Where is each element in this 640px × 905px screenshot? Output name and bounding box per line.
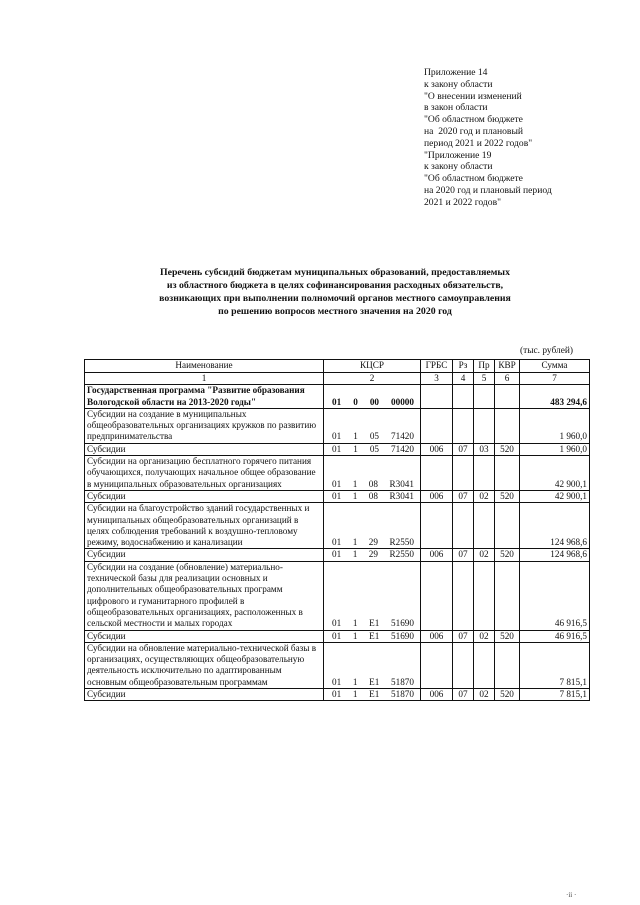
row-sum: 42 900,1	[520, 490, 590, 502]
row-kcsr	[324, 385, 421, 409]
row-pr	[474, 561, 495, 630]
kcsr-part: 1	[352, 630, 358, 641]
row-pr: 02	[474, 549, 495, 561]
kcsr-part: E1	[369, 689, 380, 700]
row-kvr	[495, 385, 520, 409]
row-kvr	[495, 456, 520, 491]
kcsr-part: 1	[353, 431, 358, 442]
appendix-line: на 2020 год и плановый	[424, 125, 524, 137]
kcsr-part: 1	[353, 443, 358, 454]
kcsr-part: 01	[332, 630, 342, 641]
row-kcsr	[324, 630, 421, 642]
row-grbs: 006	[421, 549, 453, 561]
col-number: 4	[453, 373, 474, 385]
kcsr-part: 1	[352, 537, 358, 548]
table-row	[85, 408, 590, 443]
kcsr-part: 1	[352, 549, 358, 560]
row-grbs	[421, 561, 453, 630]
row-kcsr	[324, 549, 421, 561]
kcsr-part: E1	[369, 618, 380, 629]
row-kvr	[495, 503, 520, 549]
col-header-sum: Сумма	[520, 360, 590, 373]
col-header-rz: Рз	[453, 360, 474, 373]
row-kcsr	[324, 642, 421, 688]
appendix-block	[424, 67, 624, 209]
table-row	[85, 561, 590, 630]
row-rz	[453, 408, 474, 443]
page-mark: ·ii ·	[566, 891, 577, 899]
row-grbs: 006	[421, 630, 453, 642]
kcsr-part: 01	[332, 431, 342, 442]
row-rz	[453, 385, 474, 409]
row-kvr: 520	[495, 443, 520, 455]
kcsr-part: 1	[352, 490, 358, 501]
kcsr-part: 00	[369, 396, 379, 407]
title-line: по решению вопросов местного значения на 2020 год	[218, 306, 452, 317]
document-title	[80, 266, 590, 318]
table-row	[85, 689, 590, 701]
title-line: из областного бюджета в целях софинансирования расходных обязательств,	[166, 280, 504, 291]
col-header-name: Наименование	[85, 360, 324, 373]
col-number: 2	[324, 373, 421, 385]
kcsr-part: 01	[332, 396, 342, 407]
row-pr	[474, 408, 495, 443]
units-label: (тыс. рублей)	[520, 346, 574, 356]
appendix-line: "Приложение 19	[424, 149, 492, 161]
kcsr-part: R2550	[389, 537, 414, 548]
col-header-pr: Пр	[474, 360, 495, 373]
appendix-line: Приложение 14	[424, 67, 488, 78]
row-rz	[453, 456, 474, 491]
kcsr-part: 0	[353, 396, 358, 407]
kcsr-part: 01	[332, 549, 342, 560]
row-kcsr	[324, 490, 421, 502]
kcsr-part: 1	[352, 676, 358, 687]
kcsr-part: 05	[369, 443, 379, 454]
row-kcsr	[324, 561, 421, 630]
row-rz: 07	[453, 630, 474, 642]
column-number-row	[85, 373, 590, 385]
row-sum: 483 294,6	[520, 385, 590, 409]
row-name: Субсидии на создание в муниципальных общеобразовательных организациях кружков по развитию предпринимательства	[85, 408, 324, 443]
row-name: Субсидии	[85, 549, 324, 561]
row-name: Субсидии на организацию бесплатного горячего питания обучающихся, получающих начальное общее образование в муниципальных образовательных организациях	[85, 456, 324, 491]
col-header-grbs: ГРБС	[421, 360, 453, 373]
col-header-kcsr: КЦСР	[324, 360, 421, 373]
table-row	[85, 630, 590, 642]
row-pr	[474, 456, 495, 491]
kcsr-part: 1	[352, 478, 358, 489]
row-pr: 02	[474, 689, 495, 701]
kcsr-part: R3041	[389, 490, 414, 501]
appendix-line: к закону области	[424, 78, 493, 90]
kcsr-part: 08	[368, 478, 378, 489]
row-rz	[453, 642, 474, 688]
row-sum: 7 815,1	[520, 689, 590, 701]
appendix-line: "Об областном бюджете	[424, 114, 523, 126]
appendix-line: в закон области	[424, 102, 488, 114]
row-grbs	[421, 456, 453, 491]
row-kvr: 520	[495, 490, 520, 502]
table-row	[85, 549, 590, 561]
row-kvr	[495, 561, 520, 630]
row-sum: 124 968,6	[520, 503, 590, 549]
kcsr-part: 01	[332, 537, 342, 548]
row-grbs: 006	[421, 689, 453, 701]
row-name: Субсидии на создание (обновление) материально-технической базы для реализации основных и дополнительных общеобразовательных программ цифрового и гуманитарного профилей в общеобразовательных организациях, расположенных в сельской местности и малых городах	[85, 561, 324, 630]
row-kcsr	[324, 456, 421, 491]
header-row	[85, 360, 590, 373]
row-name: Субсидии	[85, 689, 324, 701]
row-sum: 42 900,1	[520, 456, 590, 491]
kcsr-part: 29	[368, 549, 378, 560]
row-kvr	[495, 408, 520, 443]
appendix-line: 2021 и 2022 годов"	[424, 196, 502, 208]
row-rz: 07	[453, 689, 474, 701]
kcsr-part: 01	[332, 618, 342, 629]
kcsr-part: 29	[368, 537, 378, 548]
col-header-kvr: КВР	[495, 360, 520, 373]
row-pr	[474, 642, 495, 688]
row-kvr: 520	[495, 630, 520, 642]
kcsr-part: 71420	[391, 431, 414, 442]
kcsr-part: 01	[332, 689, 342, 700]
col-number: 5	[474, 373, 495, 385]
row-kcsr	[324, 503, 421, 549]
kcsr-part: E1	[369, 676, 380, 687]
kcsr-part: 01	[332, 490, 342, 501]
kcsr-part: 01	[332, 676, 342, 687]
row-grbs: 006	[421, 490, 453, 502]
row-kvr	[495, 642, 520, 688]
col-number: 7	[520, 373, 590, 385]
row-rz: 07	[453, 490, 474, 502]
kcsr-part: 08	[368, 490, 378, 501]
row-name: Субсидии	[85, 630, 324, 642]
table-row	[85, 642, 590, 688]
row-pr	[474, 385, 495, 409]
row-sum: 1 960,0	[520, 408, 590, 443]
row-rz	[453, 561, 474, 630]
row-pr	[474, 503, 495, 549]
row-kcsr	[324, 443, 421, 455]
row-kvr: 520	[495, 689, 520, 701]
row-sum: 124 968,6	[520, 549, 590, 561]
kcsr-part: 51870	[391, 689, 414, 700]
table-row	[85, 456, 590, 491]
col-number: 1	[85, 373, 324, 385]
appendix-line: "О внесении изменений	[424, 90, 522, 102]
kcsr-part: R2550	[389, 549, 414, 560]
kcsr-part: 51870	[391, 676, 414, 687]
kcsr-part: 1	[352, 689, 358, 700]
appendix-line: на 2020 год и плановый период	[424, 184, 552, 196]
kcsr-part: R3041	[389, 478, 414, 489]
kcsr-part: E1	[369, 630, 380, 641]
title-line: Перечень субсидий бюджетам муниципальных образований, предоставляемых	[160, 267, 510, 278]
subsidies-table	[84, 359, 590, 701]
row-sum: 1 960,0	[520, 443, 590, 455]
row-name: Государственная программа "Развитие образования Вологодской области на 2013-2020 годы"	[85, 385, 324, 409]
row-rz: 07	[453, 549, 474, 561]
col-number: 6	[495, 373, 520, 385]
kcsr-part: 71420	[391, 443, 414, 454]
row-pr: 02	[474, 630, 495, 642]
row-name: Субсидии на обновление материально-технической базы в организациях, осуществляющих общеобразовательную деятельность исключительно по адаптированным основным общеобразовательным программам	[85, 642, 324, 688]
kcsr-part: 1	[352, 618, 358, 629]
title-line: возникающих при выполнении полномочий органов местного самоуправления	[159, 293, 511, 304]
row-name: Субсидии	[85, 443, 324, 455]
row-rz	[453, 503, 474, 549]
row-grbs: 006	[421, 443, 453, 455]
row-sum: 46 916,5	[520, 561, 590, 630]
row-grbs	[421, 642, 453, 688]
kcsr-part: 00000	[391, 396, 414, 407]
kcsr-part: 51690	[391, 630, 414, 641]
appendix-line: период 2021 и 2022 годов"	[424, 137, 533, 149]
row-rz: 07	[453, 443, 474, 455]
table-body	[85, 385, 590, 701]
row-name: Субсидии	[85, 490, 324, 502]
row-grbs	[421, 503, 453, 549]
row-kcsr	[324, 408, 421, 443]
kcsr-part: 01	[332, 478, 342, 489]
table-row	[85, 385, 590, 409]
row-pr: 02	[474, 490, 495, 502]
kcsr-part: 05	[369, 431, 379, 442]
table-row	[85, 503, 590, 549]
kcsr-part: 01	[332, 443, 342, 454]
row-sum: 7 815,1	[520, 642, 590, 688]
appendix-line: "Об областном бюджете	[424, 173, 523, 185]
row-sum: 46 916,5	[520, 630, 590, 642]
row-pr: 03	[474, 443, 495, 455]
kcsr-part: 51690	[391, 618, 414, 629]
table-row	[85, 443, 590, 455]
row-kcsr	[324, 689, 421, 701]
appendix-line: к закону области	[424, 161, 493, 173]
row-name: Субсидии на благоустройство зданий государственных и муниципальных общеобразовательных организаций в целях соблюдения требований к воздушно-тепловому режиму, водоснабжению и канализации	[85, 503, 324, 549]
row-kvr: 520	[495, 549, 520, 561]
table-row	[85, 490, 590, 502]
col-number: 3	[421, 373, 453, 385]
row-grbs	[421, 385, 453, 409]
row-grbs	[421, 408, 453, 443]
